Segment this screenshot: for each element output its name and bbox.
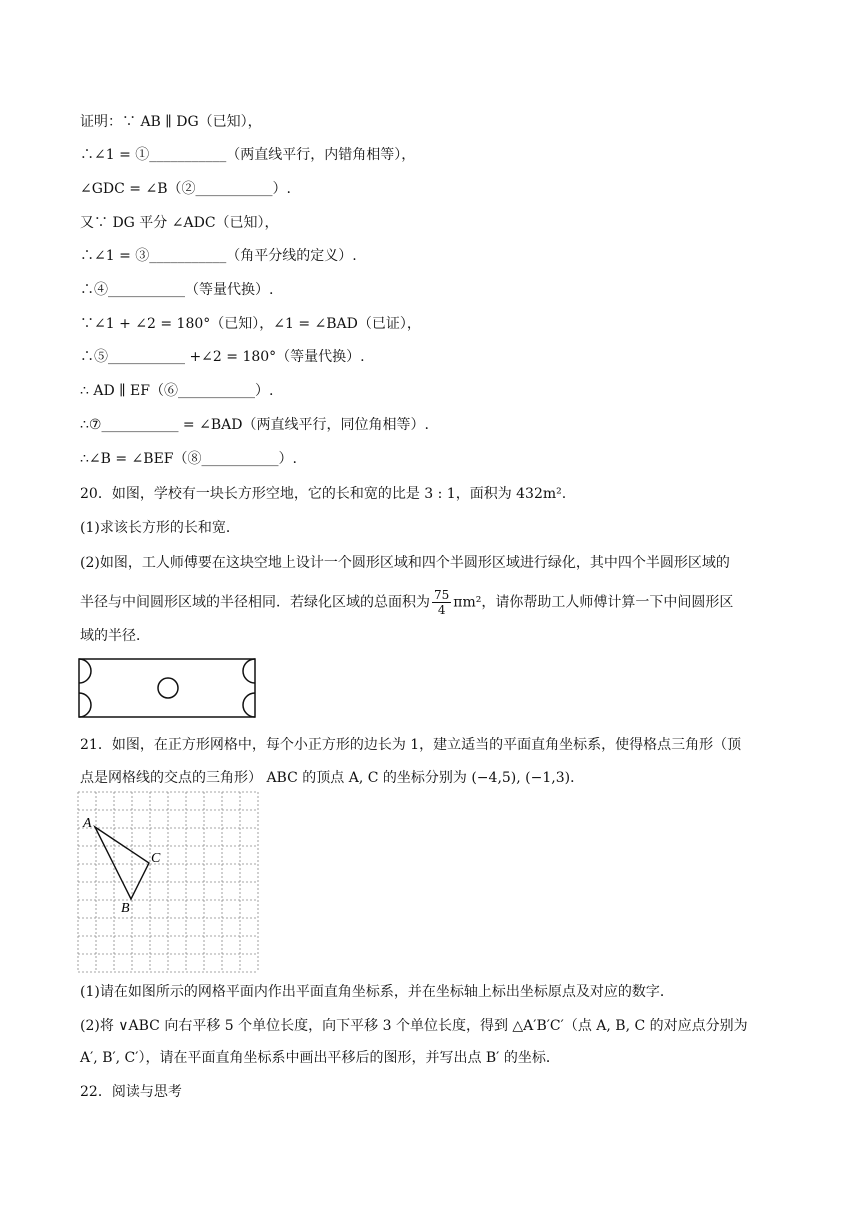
q20-part2-post: πm²，请你帮助工人师傅计算一下中间圆形区: [453, 594, 734, 611]
proof-line-2: ∴∠1 = ①___________（两直线平行，内错角相等），: [80, 147, 416, 163]
q20-part1: (1)求该长方形的长和宽．: [80, 520, 240, 536]
semicircle-top-left: [79, 659, 91, 683]
q21-part1: (1)请在如图所示的网格平面内作出平面直角坐标系，并在坐标轴上标出坐标原点及对应的数字．: [80, 984, 674, 1000]
grid-lines: [78, 792, 258, 972]
proof-line-9: ∴ AD ∥ EF（⑥___________）.: [80, 383, 274, 399]
semicircle-top-right: [243, 659, 255, 683]
center-circle: [158, 678, 178, 698]
grid-figure: [77, 791, 263, 973]
proof-line-3: ∠GDC = ∠B（②___________）.: [80, 181, 291, 197]
q20-part2-pre: 半径与中间圆形区域的半径相同．若绿化区域的总面积为: [80, 594, 430, 611]
q21-part2-line2: A′, B′, C′），请在平面直角坐标系中画出平移后的图形，并写出点 B′ 的坐标．: [80, 1050, 560, 1066]
label-b: B: [121, 901, 130, 916]
triangle-abc: [95, 827, 149, 899]
q20-part2-line1: (2)如图，工人师傅要在这块空地上设计一个圆形区域和四个半圆形区域进行绿化，其中四个半圆形区域的: [80, 555, 730, 571]
rectangle-figure: [78, 657, 258, 721]
proof-line-11: ∴∠B = ∠BEF（⑧___________）.: [80, 451, 297, 467]
proof-line-8: ∴⑤___________ +∠2 = 180°（等量代换）.: [80, 349, 365, 365]
proof-line-5: ∴∠1 = ③___________（角平分线的定义）.: [80, 248, 357, 264]
semicircle-bottom-left: [79, 693, 91, 717]
q21-intro-line1: 21．如图，在正方形网格中，每个小正方形的边长为 1，建立适当的平面直角坐标系，使得格点三角形（顶: [80, 737, 742, 753]
q21-part2-line1: (2)将 ∨ABC 向右平移 5 个单位长度，向下平移 3 个单位长度，得到 △A′B′C′（点 A, B, C 的对应点分别为: [80, 1018, 748, 1034]
q20-intro: 20．如图，学校有一块长方形空地，它的长和宽的比是 3 : 1，面积为 432m².: [80, 486, 567, 502]
fraction-numerator: 75: [434, 588, 450, 602]
label-c: C: [151, 851, 161, 866]
q20-part2-line2: [80, 588, 733, 617]
q22-title: 22．阅读与思考: [80, 1084, 182, 1100]
proof-line-6: ∴④___________（等量代换）.: [80, 282, 274, 298]
q21-intro-line2: 点是网格线的交点的三角形） ABC 的顶点 A, C 的坐标分别为 (−4,5), (−1,3)．: [80, 770, 585, 786]
semicircle-bottom-right: [243, 693, 255, 717]
proof-line-7: ∵∠1 + ∠2 = 180°（已知），∠1 = ∠BAD（已证），: [80, 316, 421, 332]
fraction-denominator: 4: [437, 603, 446, 617]
fraction: [432, 588, 451, 617]
q20-part2-line3: 域的半径．: [80, 628, 150, 644]
label-a: A: [83, 816, 92, 831]
proof-line-10: ∴⑦___________ = ∠BAD（两直线平行，同位角相等）.: [80, 417, 429, 433]
rectangle-border: [79, 659, 255, 717]
proof-line-1: 证明：∵ AB ∥ DG（已知），: [80, 114, 262, 130]
proof-line-4: 又∵ DG 平分 ∠ADC（已知），: [80, 215, 279, 231]
